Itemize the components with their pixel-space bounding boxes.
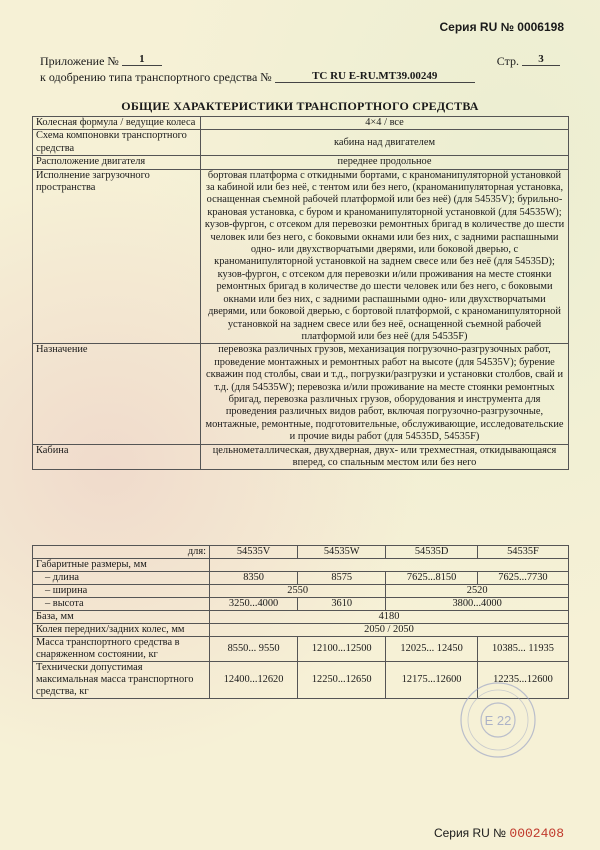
annex-line bbox=[40, 53, 162, 69]
model-header: 54535V bbox=[210, 546, 298, 559]
table-row bbox=[33, 637, 569, 662]
wheelbase-value: 4180 bbox=[210, 611, 569, 624]
row-label: Колесная формула / ведущие колеса bbox=[33, 117, 201, 130]
series-number-top: Серия RU № 0006198 bbox=[439, 20, 564, 34]
page-number: 3 bbox=[522, 53, 560, 66]
wheelbase-label: База, мм bbox=[33, 611, 210, 624]
for-label: для: bbox=[33, 546, 210, 559]
width-value: 2520 bbox=[386, 585, 569, 598]
row-label: Расположение двигателя bbox=[33, 156, 201, 169]
table-row bbox=[33, 169, 569, 344]
row-label: Исполнение загрузочного пространства bbox=[33, 169, 201, 344]
series-number-bottom bbox=[434, 826, 564, 841]
table-row bbox=[33, 611, 569, 624]
table-row bbox=[33, 598, 569, 611]
gvw-value: 12175...12600 bbox=[386, 662, 478, 699]
table-row bbox=[33, 130, 569, 156]
row-label: Кабина bbox=[33, 444, 201, 470]
gvw-value: 12235...12600 bbox=[477, 662, 568, 699]
series-bottom-label: Серия RU № bbox=[433, 826, 507, 840]
curb-mass-value: 8550... 9550 bbox=[210, 637, 298, 662]
track-label: Колея передних/задних колес, мм bbox=[33, 624, 210, 637]
length-value: 8350 bbox=[210, 572, 298, 585]
row-value: переднее продольное bbox=[201, 156, 569, 169]
width-value: 2550 bbox=[210, 585, 386, 598]
curb-mass-value: 10385... 11935 bbox=[477, 637, 568, 662]
row-value: цельнометаллическая, двухдверная, двух- или трехместная, откидывающаяся вперед, со спальным местом или без него bbox=[201, 444, 569, 470]
track-value: 2050 / 2050 bbox=[210, 624, 569, 637]
dims-label: Габаритные размеры, мм bbox=[33, 559, 210, 572]
curb-mass-label: Масса транспортного средства в снаряженном состоянии, кг bbox=[33, 637, 210, 662]
table-row bbox=[33, 344, 569, 444]
dimensions-table bbox=[32, 545, 569, 699]
annex-label: Приложение № bbox=[40, 54, 119, 68]
row-value: бортовая платформа с откидными бортами, с краноманипуляторной установкой за кабиной или без неё, с тентом или без него, (краноманипуляторная установка, оснащенная съемной рабочей платформой или без неё) (для 54535V); бурильно-крановая установка, с буром и краноманипуляторной установкой (для 54535W); кузов-фургон, с отсеком для перевозки ремонтных бригад в количестве до шести человек или без него, с боковыми окнами или без них, с задними распашными одно- или двухстворчатыми дверями, или боковой дверью, с краноманипуляторной установкой на заднем свесе или без неё (для 54535D); кузов-фургон, с отсеком для перевозки и/или проживания на месте стоянки ремонтных бригад в количестве до шести человек или без него, с боковыми окнами или без них, с задними распашными одно- или двухстворчатыми дверями, или боковой дверью, с бортовой платформой, с краноманипуляторной установкой на заднем свесе или без неё, оснащенной съемной рабочей платформой или без неё (для 54535F) bbox=[201, 169, 569, 344]
curb-mass-value: 12025... 12450 bbox=[386, 637, 478, 662]
width-label: – ширина bbox=[33, 585, 210, 598]
approval-label: к одобрению типа транспортного средства № bbox=[40, 70, 272, 84]
series-bottom-number: 0002408 bbox=[509, 826, 564, 841]
table-row bbox=[33, 444, 569, 470]
length-value: 7625...7730 bbox=[477, 572, 568, 585]
height-value: 3800...4000 bbox=[386, 598, 569, 611]
length-value: 7625...8150 bbox=[386, 572, 478, 585]
row-value: перевозка различных грузов, механизация погрузочно-разгрузочных работ, проведение монтажных и ремонтных работ на высоте (для 54535V); бурение скважин под столбы, сваи и т.д., погрузки/разгрузки и установки столбов, свай и т.д. (для 54535W); перевозка и/или проживание на месте стоянки ремонтных бригад, перевозка различных грузов, оборудования и инструмента для проведения различных видов работ, включая погрузочно-разгрузочные, монтажные, ремонтные, подготовительные, обслуживающие, исследовательские и прочие виды работ (для 54535D, 54535F) bbox=[201, 344, 569, 444]
height-value: 3610 bbox=[298, 598, 386, 611]
model-header: 54535F bbox=[477, 546, 568, 559]
table-row bbox=[33, 624, 569, 637]
table-row bbox=[33, 546, 569, 559]
characteristics-table bbox=[32, 116, 569, 470]
row-value: 4×4 / все bbox=[201, 117, 569, 130]
model-header: 54535D bbox=[386, 546, 478, 559]
model-header: 54535W bbox=[298, 546, 386, 559]
page-number-line bbox=[497, 53, 560, 69]
table-row bbox=[33, 156, 569, 169]
page-label: Стр. bbox=[496, 54, 519, 68]
gvw-value: 12250...12650 bbox=[298, 662, 386, 699]
length-value: 8575 bbox=[298, 572, 386, 585]
curb-mass-value: 12100...12500 bbox=[298, 637, 386, 662]
table-row bbox=[33, 117, 569, 130]
approval-stamp bbox=[458, 680, 538, 760]
stamp-text: E 22 bbox=[484, 713, 512, 728]
table-row bbox=[33, 559, 569, 572]
row-value: кабина над двигателем bbox=[201, 130, 569, 156]
row-label: Назначение bbox=[33, 344, 201, 444]
table-row bbox=[33, 572, 569, 585]
table-row bbox=[33, 585, 569, 598]
height-label: – высота bbox=[33, 598, 210, 611]
row-label: Схема компоновки транспортного средства bbox=[33, 130, 201, 156]
approval-line bbox=[40, 70, 475, 85]
height-value: 3250...4000 bbox=[210, 598, 298, 611]
document-title: ОБЩИЕ ХАРАКТЕРИСТИКИ ТРАНСПОРТНОГО СРЕДСТВА bbox=[121, 99, 479, 113]
gvw-value: 12400...12620 bbox=[210, 662, 298, 699]
approval-number: ТС RU E-RU.МТ39.00249 bbox=[275, 70, 475, 83]
length-label: – длина bbox=[33, 572, 210, 585]
gvw-label: Технически допустимая максимальная масса транспортного средства, кг bbox=[33, 662, 210, 699]
annex-number: 1 bbox=[122, 53, 162, 66]
